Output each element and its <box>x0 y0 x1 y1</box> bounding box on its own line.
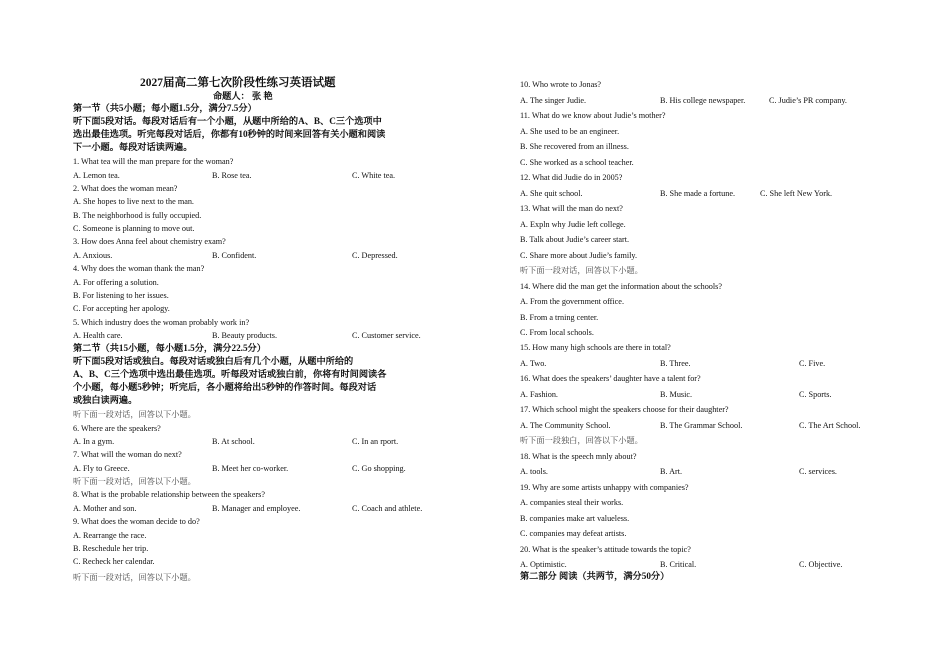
listen-instruction: 听下面一段独白，回答以下小题。 <box>520 436 643 445</box>
option: C. White tea. <box>352 171 396 180</box>
option: C. Someone is planning to move out. <box>73 224 195 233</box>
question-18: 18. What is the speech mnly about? <box>520 452 637 461</box>
option: A. Anxious. <box>73 251 113 260</box>
option: A. Rearrange the race. <box>73 531 147 540</box>
option: B. Talk about Judie’s career start. <box>520 235 630 244</box>
option: C. Five. <box>799 359 826 368</box>
option: B. Beauty products. <box>212 331 278 340</box>
question-9: 9. What does the woman decide to do? <box>73 517 200 526</box>
option: A. tools. <box>520 467 548 476</box>
option: A. Optimistic. <box>520 560 567 569</box>
option: C. Judie’s PR company. <box>769 96 847 105</box>
question-16: 16. What does the speakers’ daughter have a talent for? <box>520 374 701 383</box>
option: C. Objective. <box>799 560 843 569</box>
question-10: 10. Who wrote to Jonas? <box>520 80 602 89</box>
option: C. Sports. <box>799 390 832 399</box>
question-20: 20. What is the speaker’s attitude towards the topic? <box>520 545 691 554</box>
option: A. For offering a solution. <box>73 278 159 287</box>
option: A. Fashion. <box>520 390 558 399</box>
option: C. Go shopping. <box>352 464 406 473</box>
question-4: 4. Why does the woman thank the man? <box>73 264 205 273</box>
option: C. For accepting her apology. <box>73 304 170 313</box>
section2-instruction: A、B、C三个选项中选出最佳选项。听每段对话或独白前，你将有时间阅读各 <box>73 369 387 379</box>
option: A. companies steal their works. <box>520 498 624 507</box>
option: A. Expln why Judie left college. <box>520 220 626 229</box>
listen-instruction: 听下面一段对话，回答以下小题。 <box>73 477 196 486</box>
option: A. In a gym. <box>73 437 115 446</box>
option: B. The Grammar School. <box>660 421 743 430</box>
question-15: 15. How many high schools are there in total? <box>520 343 671 352</box>
option: C. She worked as a school teacher. <box>520 158 634 167</box>
section2-instruction: 个小题，每小题5秒钟；听完后，各小题将给出5秒钟的作答时间。每段对话 <box>73 382 377 392</box>
option: C. Recheck her calendar. <box>73 557 155 566</box>
listen-instruction: 听下面一段对话，回答以下小题。 <box>73 410 196 419</box>
option: C. Depressed. <box>352 251 398 260</box>
option: B. Critical. <box>660 560 697 569</box>
listen-instruction: 听下面一段对话，回答以下小题。 <box>73 573 196 582</box>
option: B. companies make art valueless. <box>520 514 630 523</box>
listen-instruction: 听下面一段对话，回答以下小题。 <box>520 266 643 275</box>
section2-instruction: 听下面5段对话或独白。每段对话或独白后有几个小题，从题中所给的 <box>73 356 354 366</box>
question-2: 2. What does the woman mean? <box>73 184 178 193</box>
option: A. She quit school. <box>520 189 583 198</box>
section1-instruction: 选出最佳选项。听完每段对话后，你都有10秒钟的时间来回答有关小题和阅读 <box>73 129 386 139</box>
option: B. Three. <box>660 359 691 368</box>
option: C. companies may defeat artists. <box>520 529 627 538</box>
option: A. Fly to Greece. <box>73 464 130 473</box>
option: B. Rose tea. <box>212 171 252 180</box>
option: B. At school. <box>212 437 255 446</box>
option: B. From a trning center. <box>520 313 599 322</box>
option: A. Mother and son. <box>73 504 137 513</box>
option: B. Art. <box>660 467 683 476</box>
option: B. Reschedule her trip. <box>73 544 149 553</box>
option: C. In an rport. <box>352 437 399 446</box>
question-6: 6. Where are the speakers? <box>73 424 161 433</box>
option: C. She left New York. <box>760 189 833 198</box>
option: C. From local schools. <box>520 328 594 337</box>
option: B. The neighborhood is fully occupied. <box>73 211 202 220</box>
option: A. Two. <box>520 359 547 368</box>
author-line: 命题人： 张 艳 <box>213 91 273 101</box>
question-5: 5. Which industry does the woman probably work in? <box>73 318 250 327</box>
option: C. services. <box>799 467 837 476</box>
option: A. Health care. <box>73 331 123 340</box>
option: B. Meet her co-worker. <box>212 464 289 473</box>
option: A. The Community School. <box>520 421 611 430</box>
option: B. His college newspaper. <box>660 96 746 105</box>
question-14: 14. Where did the man get the information about the schools? <box>520 282 722 291</box>
question-11: 11. What do we know about Judie’s mother? <box>520 111 666 120</box>
question-7: 7. What will the woman do next? <box>73 450 182 459</box>
question-17: 17. Which school might the speakers choose for their daughter? <box>520 405 729 414</box>
option: B. Manager and employee. <box>212 504 301 513</box>
option: B. She recovered from an illness. <box>520 142 629 151</box>
part2-heading: 第二部分 阅读（共两节，满分50分） <box>520 571 670 581</box>
section1-instruction: 下一小题。每段对话读两遍。 <box>73 142 193 152</box>
section2-heading: 第二节（共15小题，每小题1.5分，满分22.5分） <box>73 343 266 353</box>
question-3: 3. How does Anna feel about chemistry exam? <box>73 237 226 246</box>
question-19: 19. Why are some artists unhappy with companies? <box>520 483 689 492</box>
option: A. She used to be an engineer. <box>520 127 620 136</box>
option: C. The Art School. <box>799 421 861 430</box>
question-13: 13. What will the man do next? <box>520 204 623 213</box>
option: B. For listening to her issues. <box>73 291 169 300</box>
option: B. She made a fortune. <box>660 189 736 198</box>
option: C. Share more about Judie’s family. <box>520 251 638 260</box>
option: B. Music. <box>660 390 693 399</box>
option: A. She hopes to live next to the man. <box>73 197 194 206</box>
question-1: 1. What tea will the man prepare for the woman? <box>73 157 234 166</box>
page-title: 2027届高二第七次阶段性练习英语试题 <box>140 77 336 89</box>
section1-heading: 第一节（共5小题；每小题1.5分，满分7.5分） <box>73 103 257 113</box>
option: C. Coach and athlete. <box>352 504 423 513</box>
option: A. Lemon tea. <box>73 171 120 180</box>
option: B. Confident. <box>212 251 257 260</box>
question-8: 8. What is the probable relationship between the speakers? <box>73 490 265 499</box>
option: C. Customer service. <box>352 331 421 340</box>
option: A. From the government office. <box>520 297 624 306</box>
option: A. The singer Judie. <box>520 96 587 105</box>
section2-instruction: 或独白读两遍。 <box>73 395 138 405</box>
question-12: 12. What did Judie do in 2005? <box>520 173 623 182</box>
section1-instruction: 听下面5段对话。每段对话后有一个小题，从题中所给的A、B、C三个选项中 <box>73 116 382 126</box>
